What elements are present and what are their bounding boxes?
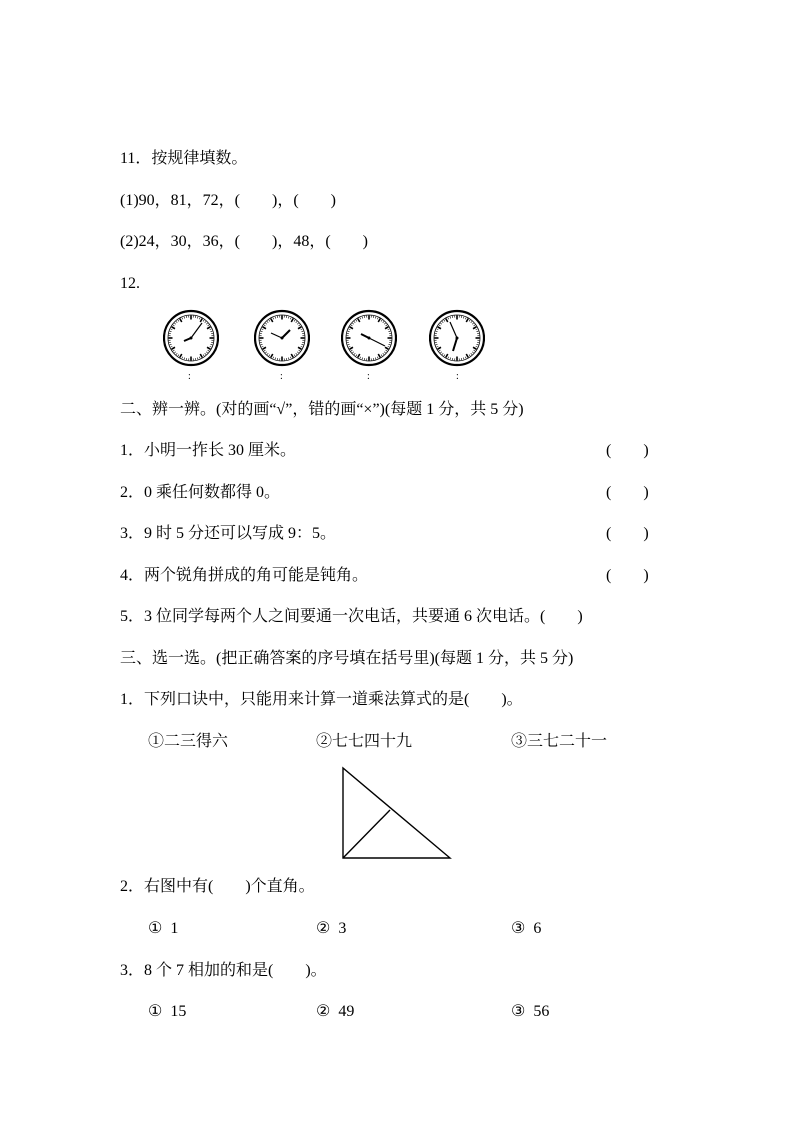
clock-tick xyxy=(288,317,289,319)
clock-tick xyxy=(267,353,268,354)
clock-tick xyxy=(362,357,363,359)
clock-icon-4 xyxy=(429,308,485,368)
clock-tick xyxy=(184,357,185,359)
clock-tick xyxy=(386,350,388,351)
clock-tick xyxy=(184,317,185,319)
clock-tick xyxy=(375,317,376,319)
clock-tick xyxy=(442,321,443,322)
clock-tick xyxy=(173,350,175,351)
clock-tick xyxy=(474,325,476,326)
clock-blank-1: : xyxy=(188,371,191,382)
clock-tick xyxy=(358,354,360,357)
clock-tick xyxy=(174,323,175,324)
clock-tick xyxy=(385,327,388,329)
clock-tick xyxy=(269,320,270,322)
clock-tick xyxy=(275,317,276,319)
clock-tick xyxy=(200,354,202,357)
clock-tick xyxy=(180,354,182,357)
clock-tick xyxy=(381,355,382,357)
q11-line2: (2)24，30，36，( )，48，( ) xyxy=(120,233,368,250)
right-triangle-figure xyxy=(336,762,456,862)
clock-tick xyxy=(299,350,301,351)
clock-tick xyxy=(385,347,388,349)
clock-tick xyxy=(448,357,449,359)
clock-tick xyxy=(296,321,297,322)
clock-tick xyxy=(388,344,390,345)
clock-tick xyxy=(265,323,266,324)
clock-tick xyxy=(301,329,303,330)
clock-tick xyxy=(352,323,353,324)
clock-tick xyxy=(265,352,266,353)
clock-tick xyxy=(203,320,204,322)
clock-tick xyxy=(298,327,301,329)
clock-tick xyxy=(378,354,380,357)
clock-tick xyxy=(383,353,384,354)
clock-tick xyxy=(180,319,182,322)
clock-tick xyxy=(299,325,301,326)
clock-tick xyxy=(199,317,200,319)
clock-tick xyxy=(439,350,441,351)
clock-tick xyxy=(348,346,350,347)
clock-tick xyxy=(439,325,441,326)
s2-item-3-paren: ( ) xyxy=(606,525,649,542)
clock-tick xyxy=(444,355,445,357)
clock-tick xyxy=(473,347,476,349)
clock-tick xyxy=(261,329,263,330)
clock-tick xyxy=(438,347,441,349)
clock-tick xyxy=(172,347,175,349)
clock-tick xyxy=(298,347,301,349)
clock-tick xyxy=(436,331,438,332)
clock-tick xyxy=(354,353,355,354)
clock-tick xyxy=(290,357,291,359)
clock-tick xyxy=(476,346,478,347)
s3-q1-option-2: ②七七四十九 xyxy=(316,733,413,750)
clock-tick xyxy=(205,353,206,354)
clock-tick xyxy=(170,331,172,332)
clock-tick xyxy=(469,355,470,357)
clock-tick xyxy=(350,347,353,349)
clock-tick xyxy=(200,319,202,322)
clock-tick xyxy=(301,331,303,332)
clock-tick xyxy=(444,320,445,322)
clock-tick xyxy=(378,319,380,322)
clock-tick xyxy=(448,317,449,319)
clock-tick xyxy=(476,329,478,330)
clock-tick xyxy=(275,357,276,359)
clock-tick xyxy=(384,323,385,324)
clock-tick xyxy=(207,327,210,329)
clock-blank-3: : xyxy=(367,371,370,382)
s2-item-5: 5．3 位同学每两个人之间要通一次电话，共要通 6 次电话。( ) xyxy=(120,608,583,625)
clock-tick xyxy=(170,329,172,330)
clock-tick xyxy=(210,331,212,332)
clock-tick xyxy=(264,350,266,351)
clock-tick xyxy=(436,344,438,345)
clock-tick xyxy=(465,317,466,319)
section3-heading: 三、选一选。(把正确答案的序号填在括号里)(每题 1 分，共 5 分) xyxy=(120,650,574,667)
clock-tick xyxy=(356,355,357,357)
clock-tick xyxy=(463,317,464,319)
clock-tick xyxy=(358,319,360,322)
clock-tick xyxy=(291,354,293,357)
clock-tick xyxy=(182,317,183,319)
clock-tick xyxy=(356,320,357,322)
clock-tick xyxy=(182,357,183,359)
clock-tick xyxy=(208,350,210,351)
clock-icon-1 xyxy=(163,308,219,368)
clock-tick xyxy=(301,344,303,345)
clock-tick xyxy=(269,355,270,357)
clock-tick xyxy=(210,344,212,345)
clock-tick xyxy=(210,346,212,347)
s3-q3-option-2: ② 49 xyxy=(316,1003,355,1020)
s3-q3-option-1: ① 15 xyxy=(148,1003,187,1020)
clock-tick xyxy=(438,327,441,329)
s3-q2-option-1: ① 1 xyxy=(148,920,179,937)
clock-tick xyxy=(294,355,295,357)
clock-tick xyxy=(207,347,210,349)
clock-tick xyxy=(271,319,273,322)
clock-tick xyxy=(174,352,175,353)
clock-tick xyxy=(297,323,298,324)
clock-tick xyxy=(471,353,472,354)
clock-tick xyxy=(176,353,177,354)
clock-tick xyxy=(199,357,200,359)
clock-tick xyxy=(474,350,476,351)
clock-tick xyxy=(450,317,451,319)
clock-tick xyxy=(465,357,466,359)
clock-tick xyxy=(210,329,212,330)
q11-title: 11．按规律填数。 xyxy=(120,150,248,167)
clock-tick xyxy=(176,321,177,322)
clock-tick xyxy=(170,344,172,345)
s2-item-2-paren: ( ) xyxy=(606,484,649,501)
clock-icon-2 xyxy=(254,308,310,368)
clock-tick xyxy=(472,352,473,353)
s3-q1-option-1: ①二三得六 xyxy=(148,733,229,750)
clock-tick xyxy=(386,325,388,326)
clock-tick xyxy=(463,357,464,359)
clock-tick xyxy=(264,325,266,326)
clock-tick xyxy=(273,317,274,319)
clock-tick xyxy=(273,357,274,359)
clock-tick xyxy=(442,353,443,354)
clock-tick xyxy=(296,353,297,354)
s2-item-1-paren: ( ) xyxy=(606,442,649,459)
clock-tick xyxy=(440,323,441,324)
s3-q2-option-2: ② 3 xyxy=(316,920,347,937)
clock-tick xyxy=(472,323,473,324)
clock-tick xyxy=(476,344,478,345)
clock-tick xyxy=(473,327,476,329)
s3-q1-option-3: ③三七二十一 xyxy=(511,733,608,750)
s2-item-4-paren: ( ) xyxy=(606,567,649,584)
clock-tick xyxy=(375,357,376,359)
clock-tick xyxy=(450,357,451,359)
clock-tick xyxy=(388,329,390,330)
clock-tick xyxy=(351,325,353,326)
s3-q1-text: 1．下列口诀中，只能用来计算一道乘法算式的是( )。 xyxy=(120,691,523,708)
q11-line1: (1)90，81，72，( )，( ) xyxy=(120,192,336,209)
clock-tick xyxy=(348,329,350,330)
clock-tick xyxy=(351,350,353,351)
clock-tick xyxy=(206,323,207,324)
clock-tick xyxy=(471,321,472,322)
clock-tick xyxy=(466,319,468,322)
s3-q3-option-3: ③ 56 xyxy=(511,1003,550,1020)
clock-tick xyxy=(469,320,470,322)
clock-tick xyxy=(436,346,438,347)
clock-blank-2: : xyxy=(280,371,283,382)
clock-tick xyxy=(261,346,263,347)
clock-tick xyxy=(360,357,361,359)
clock-tick xyxy=(446,319,448,322)
clock-tick xyxy=(294,320,295,322)
s3-q2-option-3: ③ 6 xyxy=(511,920,542,937)
s2-item-1: 1．小明一拃长 30 厘米。 xyxy=(120,442,297,459)
clock-tick xyxy=(172,327,175,329)
s2-item-3: 3．9 时 5 分还可以写成 9：5。 xyxy=(120,525,337,542)
clock-tick xyxy=(267,321,268,322)
s3-q2-text: 2．右图中有( )个直角。 xyxy=(120,878,315,895)
clock-tick xyxy=(178,320,179,322)
section2-heading: 二、辨一辨。(对的画“√”，错的画“×”)(每题 1 分，共 5 分) xyxy=(120,401,524,418)
clock-tick xyxy=(466,354,468,357)
s2-item-4: 4．两个锐角拼成的角可能是钝角。 xyxy=(120,567,369,584)
clock-tick xyxy=(297,352,298,353)
clock-tick xyxy=(348,344,350,345)
clock-tick xyxy=(288,357,289,359)
clock-tick xyxy=(263,347,266,349)
clock-tick xyxy=(384,352,385,353)
clock-tick xyxy=(206,352,207,353)
clock-tick xyxy=(263,327,266,329)
clock-tick xyxy=(436,329,438,330)
clock-tick xyxy=(261,331,263,332)
clock-tick xyxy=(208,325,210,326)
clock-tick xyxy=(383,321,384,322)
clock-tick xyxy=(178,355,179,357)
clock-tick xyxy=(362,317,363,319)
clock-tick xyxy=(197,317,198,319)
clock-tick xyxy=(205,321,206,322)
clock-tick xyxy=(377,357,378,359)
clock-tick xyxy=(388,331,390,332)
q12-title: 12. xyxy=(120,275,140,292)
clock-tick xyxy=(381,320,382,322)
clock-tick xyxy=(388,346,390,347)
clock-tick xyxy=(197,357,198,359)
clock-tick xyxy=(261,344,263,345)
clock-tick xyxy=(291,319,293,322)
clock-tick xyxy=(348,331,350,332)
clock-icon-3 xyxy=(341,308,397,368)
clock-tick xyxy=(170,346,172,347)
s3-q3-text: 3．8 个 7 相加的和是( )。 xyxy=(120,962,327,979)
clock-tick xyxy=(290,317,291,319)
clock-tick xyxy=(352,352,353,353)
clock-tick xyxy=(301,346,303,347)
clock-tick xyxy=(173,325,175,326)
clock-blank-4: : xyxy=(456,371,459,382)
clock-tick xyxy=(377,317,378,319)
clock-tick xyxy=(476,331,478,332)
clock-tick xyxy=(354,321,355,322)
clock-tick xyxy=(203,355,204,357)
clock-tick xyxy=(271,354,273,357)
clock-tick xyxy=(440,352,441,353)
clock-tick xyxy=(350,327,353,329)
clock-tick xyxy=(446,354,448,357)
clock-tick xyxy=(360,317,361,319)
s2-item-2: 2．0 乘任何数都得 0。 xyxy=(120,484,281,501)
